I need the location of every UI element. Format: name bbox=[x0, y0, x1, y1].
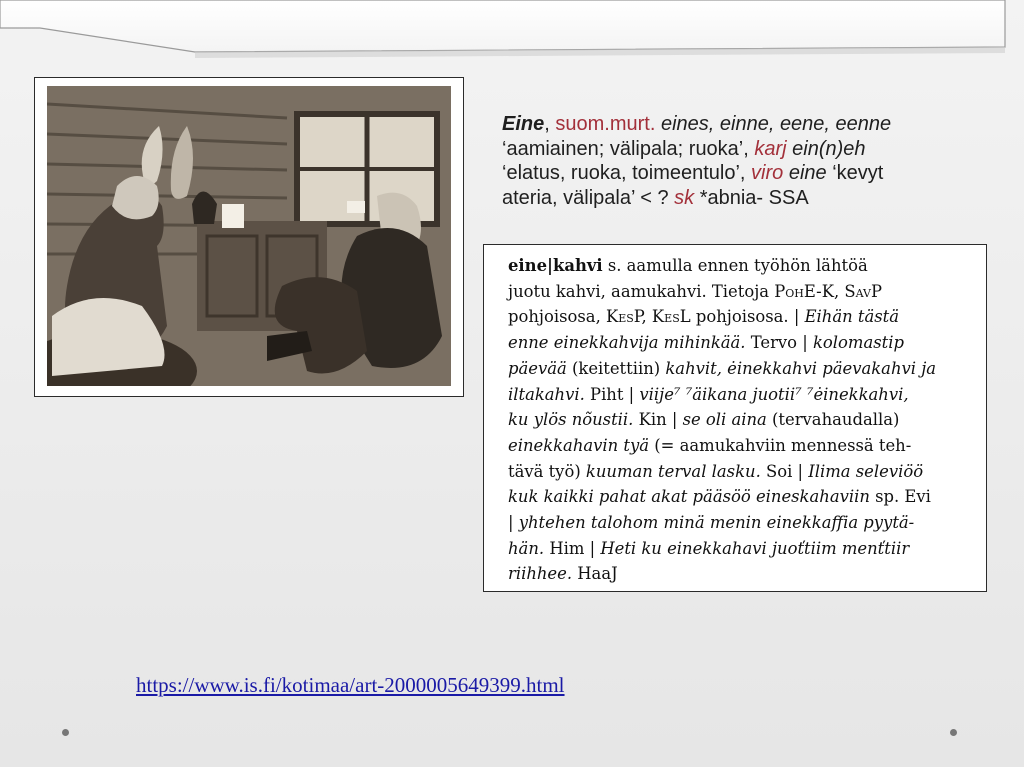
dictionary-line-text: Tervo | bbox=[745, 333, 813, 353]
dictionary-example: kahvit, ėinekkahvi päevakahvi ja bbox=[665, 358, 937, 378]
dictionary-line-text: (= aamukahviin mennessä teh- bbox=[649, 435, 912, 455]
definition-headword: Eine bbox=[502, 113, 545, 135]
source-link[interactable]: https://www.is.fi/kotimaa/art-2000005649399.html bbox=[136, 673, 565, 697]
dictionary-example: ku ylös nõustii. bbox=[508, 410, 634, 430]
dictionary-example: päevää bbox=[508, 358, 567, 378]
dictionary-region-abbrev: KesP, KesL bbox=[606, 307, 691, 327]
definition-karj-label: karj bbox=[754, 137, 787, 160]
dictionary-example: Heti ku einekkahavi juoťtiim menťtiir bbox=[600, 538, 910, 558]
dictionary-example: hän. bbox=[508, 538, 545, 558]
dictionary-line bbox=[508, 356, 978, 382]
dictionary-line-text: sp. Evi bbox=[869, 487, 931, 507]
photo-illustration bbox=[47, 86, 451, 386]
dictionary-example: Eihän tästä bbox=[804, 307, 900, 327]
dictionary-line-text: s. aamulla ennen työhön lähtöä bbox=[602, 256, 868, 275]
dictionary-example: viije⁷ ⁷äikana juotii⁷ ⁷ėinekkahvi, bbox=[639, 384, 909, 404]
dictionary-line-text: Piht | bbox=[584, 384, 640, 404]
etymology-definition bbox=[502, 112, 1002, 210]
definition-dialect-label: suom.murt. bbox=[555, 113, 656, 135]
dictionary-example: enne einekkahvija mihinkää. bbox=[508, 333, 746, 353]
dictionary-line-text: Him | bbox=[544, 538, 601, 558]
definition-comma: , bbox=[544, 113, 556, 135]
dictionary-line-text: pohjoisosa. | bbox=[690, 307, 805, 327]
dictionary-example: riihhee. bbox=[508, 564, 573, 584]
dictionary-example: kuuman terval lasku. bbox=[585, 461, 761, 481]
dictionary-headword: eine|kahvi bbox=[508, 256, 603, 275]
definition-proto: *abnia- SSA bbox=[694, 186, 809, 209]
dictionary-example: Ilima seleviöö bbox=[808, 461, 924, 481]
dictionary-line-text: HaaJ bbox=[572, 564, 618, 584]
definition-meaning-3: ‘kevyt bbox=[826, 162, 884, 184]
dictionary-line-text: (keitettiin) bbox=[566, 358, 666, 378]
dictionary-line-text: juotu kahvi, aamukahvi. Tietoja bbox=[508, 281, 775, 301]
definition-meaning-2: ‘elatus, ruoka, toimeentulo’, bbox=[502, 162, 752, 184]
dictionary-example: einekkahavin tyä bbox=[508, 435, 650, 455]
definition-meaning-1: ‘aamiainen; välipala; ruoka’, bbox=[502, 137, 755, 160]
dictionary-line bbox=[508, 304, 978, 330]
dictionary-line bbox=[508, 253, 978, 279]
dictionary-line-text: | bbox=[508, 513, 519, 533]
dictionary-line bbox=[508, 330, 978, 356]
corner-dot-decoration bbox=[62, 729, 69, 736]
dictionary-example: kuk kaikki pahat akat pääsöö eineskahaviin bbox=[508, 487, 870, 507]
definition-viro-label: viro bbox=[751, 162, 784, 184]
dictionary-entry-box bbox=[483, 244, 987, 592]
dictionary-line bbox=[508, 536, 978, 562]
definition-meaning-4: ateria, välipala’ < ? bbox=[502, 186, 675, 209]
top-banner-decoration bbox=[0, 0, 1024, 70]
definition-karj-form: ein(n)eh bbox=[786, 137, 866, 160]
photo-frame bbox=[34, 77, 464, 397]
definition-variants: eines, einne, eene, eenne bbox=[655, 113, 892, 135]
dictionary-example: yhtehen talohom minä menin einekkaffia pyytä- bbox=[518, 513, 915, 533]
dictionary-example: iltakahvi. bbox=[508, 384, 585, 404]
dictionary-line-text: Kin | bbox=[633, 410, 683, 430]
dictionary-line bbox=[508, 279, 978, 305]
dictionary-line bbox=[508, 433, 978, 459]
definition-viro-form: eine bbox=[783, 162, 827, 184]
dictionary-line-text: (tervahaudalla) bbox=[766, 410, 900, 430]
dictionary-line-text: Soi | bbox=[760, 461, 809, 481]
dictionary-line bbox=[508, 484, 978, 510]
dictionary-entry-text bbox=[508, 253, 978, 587]
corner-dot-decoration bbox=[950, 729, 957, 736]
dictionary-line-text: tävä työ) bbox=[508, 461, 586, 481]
dictionary-line bbox=[508, 561, 978, 587]
dictionary-line bbox=[508, 407, 978, 433]
dictionary-line bbox=[508, 510, 978, 536]
definition-sk-label: sk bbox=[674, 186, 695, 209]
dictionary-region-abbrev: PohE-K, SavP bbox=[774, 281, 882, 301]
dictionary-example: se oli aina bbox=[682, 410, 767, 430]
dictionary-line-text: pohjoisosa, bbox=[508, 307, 606, 327]
historical-photo bbox=[47, 86, 451, 386]
dictionary-example: kolomastip bbox=[813, 333, 904, 353]
dictionary-line bbox=[508, 382, 978, 408]
dictionary-line bbox=[508, 459, 978, 485]
